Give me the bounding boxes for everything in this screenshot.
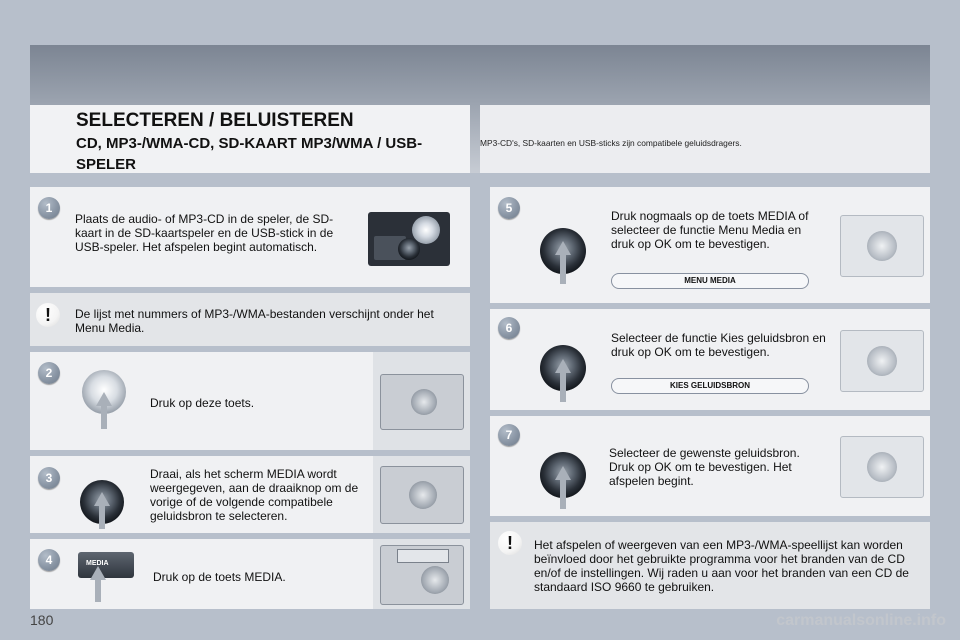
step-badge: 6 (498, 317, 520, 339)
rotary-knob-icon (867, 452, 897, 482)
arrow-up-icon (555, 241, 571, 255)
arrow-up-icon (560, 254, 566, 284)
step-6-text: Selecteer de functie Kies geluidsbron en druk op OK om te bevestigen. (611, 331, 826, 359)
step-badge: 5 (498, 197, 520, 219)
rotary-knob-icon (867, 231, 897, 261)
step-7-text: Selecteer de gewenste geluidsbron. Druk op OK om te bevestigen. Het afspelen begint. (609, 446, 800, 488)
warning-icon: ! (498, 531, 522, 555)
arrow-up-icon (101, 405, 107, 429)
radio-panel-icon (840, 215, 924, 277)
step-5-text: Druk nogmaals op de toets MEDIA of selecteer de functie Menu Media en druk op OK om te bevestigen. (611, 209, 809, 251)
arrow-up-icon (90, 566, 106, 580)
step-badge: 4 (38, 549, 60, 571)
arrow-up-icon (96, 392, 112, 406)
media-key-highlight (397, 549, 449, 563)
step-1-text: Plaats de audio- of MP3-CD in de speler, de SD-kaart in de SD-kaartspeler en de USB-stick in de USB-speler. Het afspelen begint automatisch. (75, 212, 334, 254)
arrow-up-icon (94, 492, 110, 506)
page-subtitle: CD, MP3-/WMA-CD, SD-KAART MP3/WMA / USB-SPELER (76, 135, 423, 173)
warning-icon: ! (36, 303, 60, 327)
cd-player-icon (368, 212, 450, 266)
rotary-knob-icon (421, 566, 449, 594)
kies-geluidsbron-label: KIES GELUIDSBRON (611, 378, 809, 394)
watermark: carmanualsonline.info (776, 612, 946, 629)
rotary-knob-icon (398, 238, 420, 260)
menu-media-label: MENU MEDIA (611, 273, 809, 289)
step-badge: 7 (498, 424, 520, 446)
media-key-icon: MEDIA (78, 552, 134, 578)
arrow-up-icon (560, 372, 566, 402)
step-2-text: Druk op deze toets. (150, 396, 255, 410)
warning-1-text: De lijst met nummers of MP3-/WMA-bestanden verschijnt onder het Menu Media. (75, 307, 434, 335)
radio-panel-icon (380, 466, 464, 524)
radio-panel-icon (840, 330, 924, 392)
top-note-text: MP3-CD's, SD-kaarten en USB-sticks zijn compatibele geluidsdragers. (480, 138, 742, 148)
step-badge: 2 (38, 362, 60, 384)
step-4-text: Druk op de toets MEDIA. (153, 570, 286, 584)
step-badge: 3 (38, 467, 60, 489)
rotary-knob-icon (409, 481, 437, 509)
radio-panel-icon (380, 545, 464, 605)
rotary-knob-icon (867, 346, 897, 376)
arrow-up-icon (560, 479, 566, 509)
arrow-up-icon (555, 466, 571, 480)
arrow-up-icon (555, 359, 571, 373)
step-badge: 1 (38, 197, 60, 219)
rotary-knob-icon (411, 389, 437, 415)
radio-panel-icon (380, 374, 464, 430)
arrow-up-icon (95, 578, 101, 602)
arrow-up-icon (99, 505, 105, 529)
page-title: SELECTEREN / BELUISTEREN (76, 110, 354, 131)
page-number: 180 (30, 612, 54, 628)
warning-2-text: Het afspelen of weergeven van een MP3-/WMA-speellijst kan worden beïnvloed door het gebruikte programma voor het branden van de CD en/of de instellingen. Wij raden u aan voor het branden van een CD de standaard ISO 9660 te gebruiken. (534, 538, 909, 594)
step-3-text: Draai, als het scherm MEDIA wordt weergegeven, aan de draaiknop om de vorige of de volgende compatibele geluidsbron te selecteren. (150, 467, 359, 523)
radio-panel-icon (840, 436, 924, 498)
